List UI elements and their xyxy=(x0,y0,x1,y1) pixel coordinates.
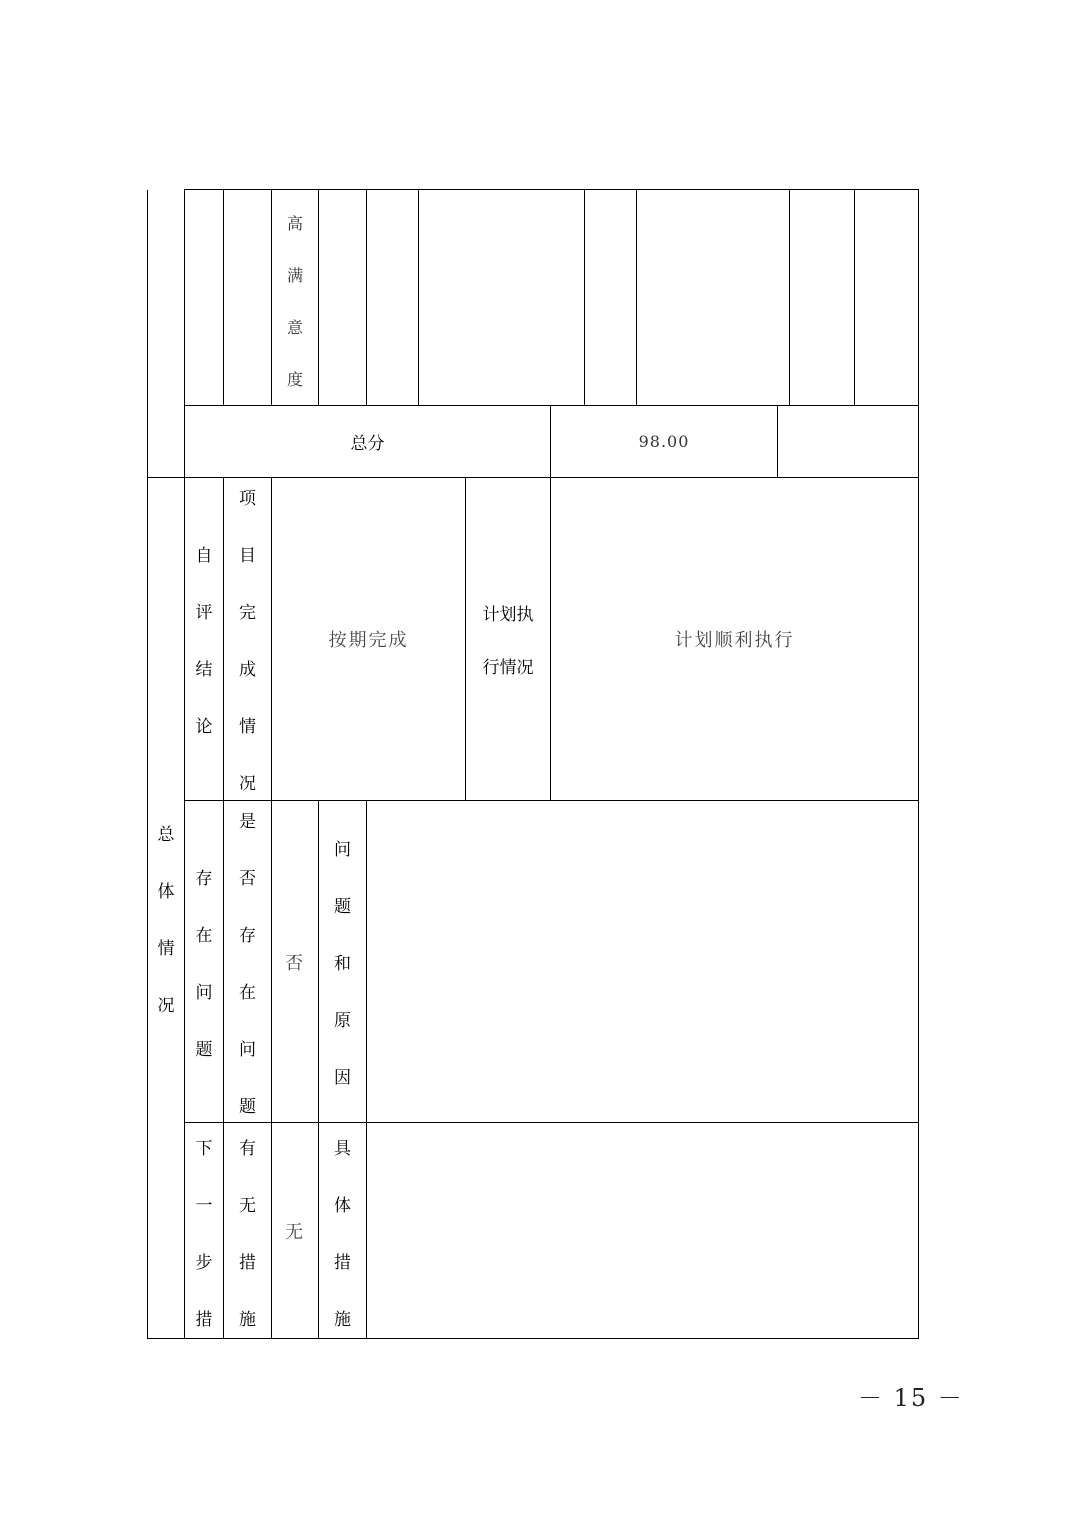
issues-label-char: 在 xyxy=(195,925,213,946)
has-measures-value: 无 xyxy=(285,1221,305,1243)
has-issue-char: 题 xyxy=(239,1096,256,1117)
issue-reason-char: 和 xyxy=(334,954,351,974)
page-number: － 15 － xyxy=(858,1384,964,1412)
completion-label-char: 完 xyxy=(239,603,256,623)
issue-reason-char: 题 xyxy=(334,897,351,917)
has-issue-char: 问 xyxy=(239,1039,256,1060)
plan-execution-label xyxy=(466,478,550,800)
table-border-bottom xyxy=(147,1338,919,1339)
has-issue-char: 在 xyxy=(239,982,256,1003)
next-steps-char: 措 xyxy=(195,1310,213,1330)
issues-label-char: 存 xyxy=(195,868,213,889)
next-steps-label xyxy=(185,1134,223,1338)
plan-execution-value: 计划顺利执行 xyxy=(674,630,795,651)
col-line xyxy=(366,190,367,405)
metric-label-char: 意 xyxy=(286,317,303,337)
next-steps-char: 一 xyxy=(195,1196,213,1216)
overall-label-char: 情 xyxy=(157,938,175,959)
self-eval-char: 评 xyxy=(195,603,213,623)
completion-label-char: 目 xyxy=(239,546,256,566)
self-eval-char: 结 xyxy=(195,660,213,680)
completion-label-char: 情 xyxy=(239,717,256,737)
measures-char: 措 xyxy=(334,1253,351,1273)
completion-status-label xyxy=(224,478,271,800)
measures-char: 具 xyxy=(334,1139,351,1159)
issue-reason-label xyxy=(319,801,366,1122)
col-line xyxy=(636,190,637,405)
overall-label-char: 总 xyxy=(157,824,175,845)
issues-label-char: 题 xyxy=(195,1039,213,1060)
has-measures-label xyxy=(224,1134,271,1338)
col-line xyxy=(777,405,778,477)
completion-label-char: 况 xyxy=(239,774,256,794)
has-issue-char: 是 xyxy=(239,811,256,832)
plan-exec-line: 行情况 xyxy=(482,658,534,678)
table-border-right xyxy=(918,190,919,1339)
self-evaluation-label xyxy=(185,478,223,800)
existing-issues-label xyxy=(185,801,223,1122)
overall-situation-label xyxy=(148,810,184,1025)
col-line xyxy=(854,190,855,405)
has-measures-char: 措 xyxy=(239,1253,256,1273)
col-line xyxy=(223,190,224,405)
col-line xyxy=(418,190,419,405)
col-line xyxy=(318,190,319,405)
has-measures-char: 施 xyxy=(239,1310,256,1330)
issue-reason-char: 原 xyxy=(334,1011,351,1031)
measures-char: 体 xyxy=(334,1196,351,1216)
table-border-left xyxy=(147,190,148,1339)
has-issue-value: 否 xyxy=(285,952,305,974)
total-label: 总分 xyxy=(350,434,385,454)
has-issue-char: 否 xyxy=(239,868,256,889)
overall-label-char: 体 xyxy=(157,881,175,902)
next-steps-char: 下 xyxy=(195,1139,213,1159)
col-line xyxy=(789,190,790,405)
self-eval-char: 论 xyxy=(195,717,213,737)
metric-label-char: 满 xyxy=(286,265,303,285)
measures-char: 施 xyxy=(334,1310,351,1330)
total-value: 98.00 xyxy=(638,432,690,451)
specific-measures-label xyxy=(319,1134,366,1338)
has-issue-char: 存 xyxy=(239,925,256,946)
metric-label-char: 度 xyxy=(286,369,303,389)
col-line xyxy=(366,800,367,1339)
metric-label-char: 高 xyxy=(286,213,303,233)
issue-reason-char: 因 xyxy=(334,1068,351,1088)
completion-status-value: 按期完成 xyxy=(328,630,409,651)
has-measures-char: 有 xyxy=(239,1139,256,1159)
metric-label-high-satisfaction xyxy=(272,200,318,400)
has-measures-char: 无 xyxy=(239,1196,256,1216)
issue-reason-char: 问 xyxy=(334,840,351,860)
col-line xyxy=(584,190,585,405)
self-eval-char: 自 xyxy=(195,546,213,566)
table-border-top xyxy=(184,189,919,190)
completion-label-char: 成 xyxy=(239,660,256,680)
issues-label-char: 问 xyxy=(195,982,213,1003)
next-steps-char: 步 xyxy=(195,1253,213,1273)
plan-exec-line: 计划执 xyxy=(482,605,534,625)
has-issue-label xyxy=(224,801,271,1122)
completion-label-char: 项 xyxy=(239,489,256,509)
overall-label-char: 况 xyxy=(157,995,175,1016)
